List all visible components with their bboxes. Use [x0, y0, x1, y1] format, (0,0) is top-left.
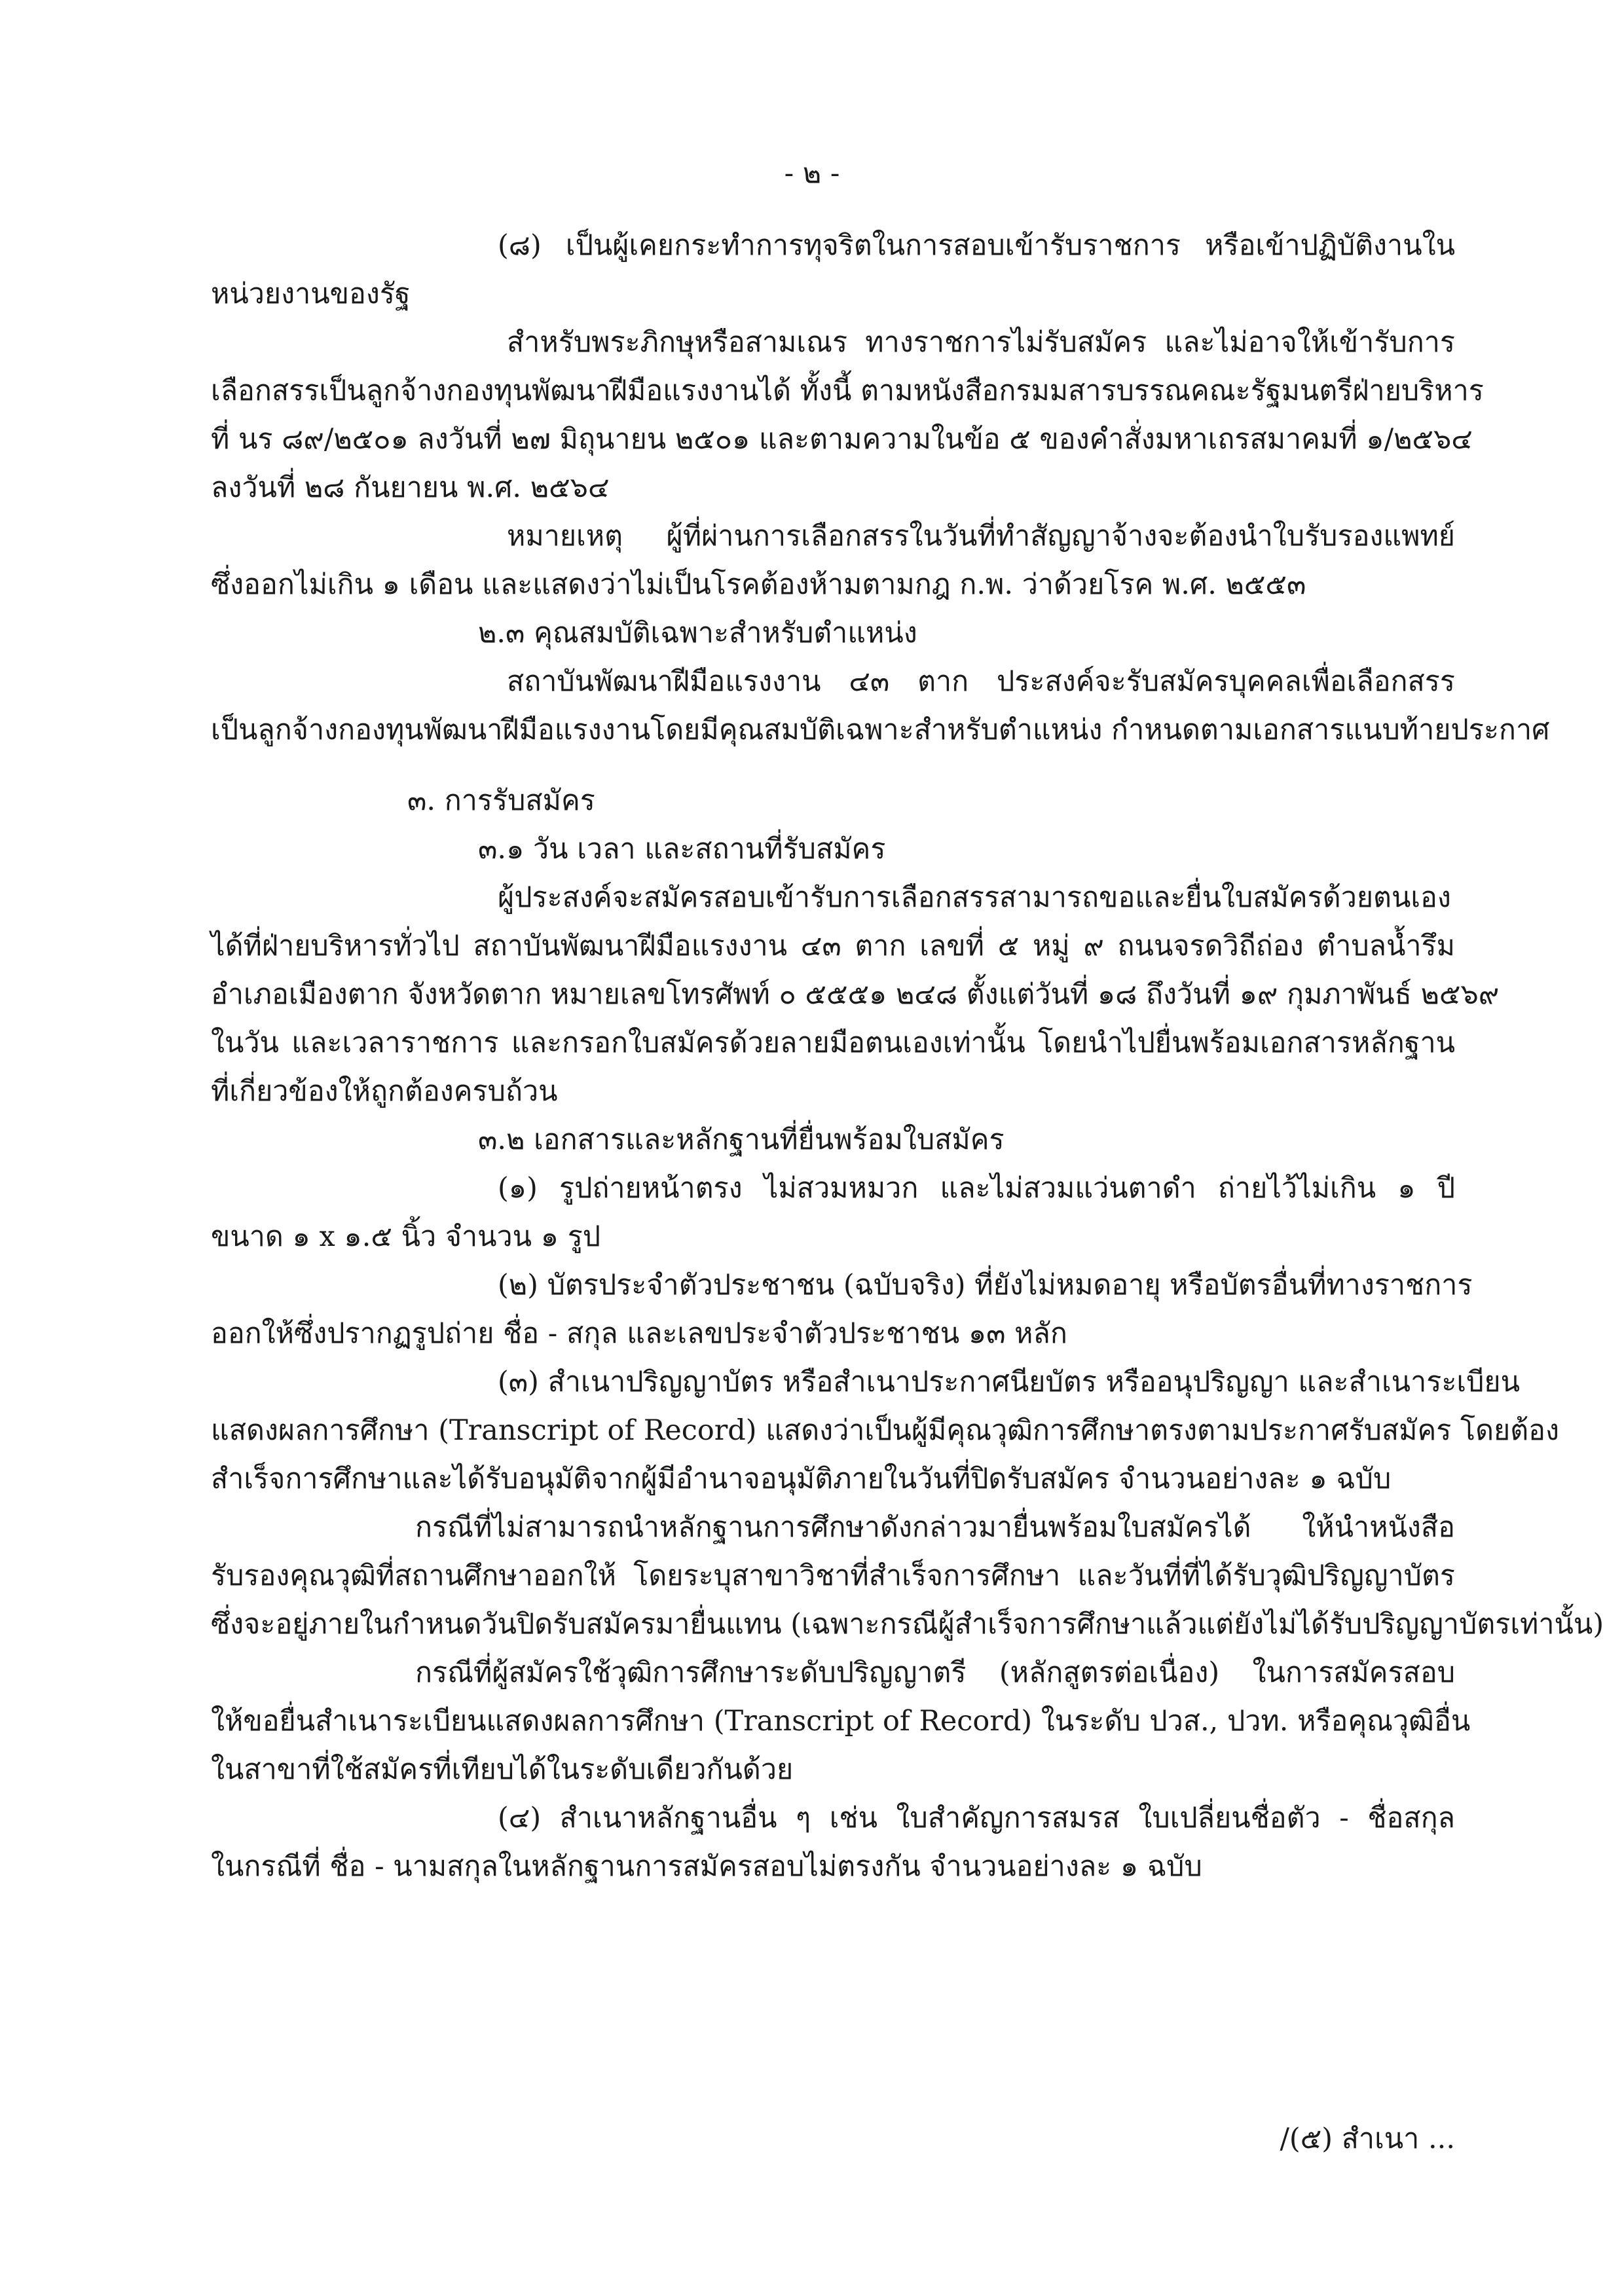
text-line: รับรองคุณวุฒิที่สถานศึกษาออกให้ โดยระบุสาขาวิชาที่สำเร็จการศึกษา และวันที่ที่ได้รับวุฒิปริญญาบัตร: [211, 1559, 1455, 1592]
text-line: ได้ที่ฝ่ายบริหารทั่วไป สถาบันพัฒนาฝีมือแรงงาน ๔๓ ตาก เลขที่ ๕ หมู่ ๙ ถนนจรดวิถีถ่อง ตำบลน้ำรึม: [211, 930, 1455, 962]
text-line: (๘) เป็นผู้เคยกระทำการทุจริตในการสอบเข้ารับราชการ หรือเข้าปฏิบัติงานใน: [498, 229, 1455, 262]
text-line: ขนาด ๑ x ๑.๕ นิ้ว จำนวน ๑ รูป: [211, 1220, 601, 1253]
page-number: - ๒ -: [784, 157, 840, 190]
section-heading: ๓.๑ วัน เวลา และสถานที่รับสมัคร: [478, 833, 886, 866]
text-line: ที่ นร ๘๙/๒๕๐๑ ลงวันที่ ๒๗ มิถุนายน ๒๕๐๑ และตามความในข้อ ๕ ของคำสั่งมหาเถรสมาคมที่ ๑/๒๕๖๔: [211, 423, 1473, 456]
section-heading: ๓. การรับสมัคร: [407, 784, 595, 817]
text-line: กรณีที่ผู้สมัครใช้วุฒิการศึกษาระดับปริญญาตรี (หลักสูตรต่อเนื่อง) ในการสมัครสอบ: [415, 1656, 1455, 1689]
text-line: ให้ขอยื่นสำเนาระเบียนแสดงผลการศึกษา (Transcript of Record) ในระดับ ปวส., ปวท. หรือคุณวุฒิอื่น: [211, 1705, 1471, 1738]
text-line: ผู้ประสงค์จะสมัครสอบเข้ารับการเลือกสรรสามารถขอและยื่นใบสมัครด้วยตนเอง: [498, 881, 1451, 914]
text-line: ลงวันที่ ๒๘ กันยายน พ.ศ. ๒๕๖๔: [211, 471, 610, 504]
text-line: สำหรับพระภิกษุหรือสามเณร ทางราชการไม่รับสมัคร และไม่อาจให้เข้ารับการ: [507, 326, 1455, 359]
text-line: สำเร็จการศึกษาและได้รับอนุมัติจากผู้มีอำนาจอนุมัติภายในวันที่ปิดรับสมัคร จำนวนอย่างละ ๑ ฉบับ: [211, 1463, 1392, 1495]
section-heading: ๒.๓ คุณสมบัติเฉพาะสำหรับตำแหน่ง: [478, 617, 917, 649]
text-line: หมายเหตุ ผู้ที่ผ่านการเลือกสรรในวันที่ทำสัญญาจ้างจะต้องนำใบรับรองแพทย์: [507, 520, 1455, 553]
text-line: เป็นลูกจ้างกองทุนพัฒนาฝีมือแรงงานโดยมีคุณสมบัติเฉพาะสำหรับตำแหน่ง กำหนดตามเอกสารแนบท้ายประกาศ: [211, 714, 1550, 746]
text-line: กรณีที่ไม่สามารถนำหลักฐานการศึกษาดังกล่าวมายื่นพร้อมใบสมัครได้ ให้นำหนังสือ: [415, 1511, 1455, 1544]
text-line: ในกรณีที่ ชื่อ - นามสกุลในหลักฐานการสมัครสอบไม่ตรงกัน จำนวนอย่างละ ๑ ฉบับ: [211, 1850, 1202, 1883]
text-line: ในสาขาที่ใช้สมัครที่เทียบได้ในระดับเดียวกันด้วย: [211, 1753, 794, 1786]
text-line: ซึ่งจะอยู่ภายในกำหนดวันปิดรับสมัครมายื่นแทน (เฉพาะกรณีผู้สำเร็จการศึกษาแล้วแต่ยังไม่ได้รับปริญญาบัตรเท่านั้น): [211, 1608, 1604, 1641]
text-line: (๔) สำเนาหลักฐานอื่น ๆ เช่น ใบสำคัญการสมรส ใบเปลี่ยนชื่อตัว - ชื่อสกุล: [498, 1802, 1455, 1834]
text-line: ออกให้ซึ่งปรากฏรูปถ่าย ชื่อ - สกุล และเลขประจำตัวประชาชน ๑๓ หลัก: [211, 1317, 1067, 1350]
text-line: แสดงผลการศึกษา (Transcript of Record) แสดงว่าเป็นผู้มีคุณวุฒิการศึกษาตรงตามประกาศรับสมัคร โดยต้อง: [211, 1414, 1559, 1447]
text-line: อำเภอเมืองตาก จังหวัดตาก หมายเลขโทรศัพท์ ๐ ๕๕๕๑ ๒๔๘ ตั้งแต่วันที่ ๑๘ ถึงวันที่ ๑๙ กุมภาพันธ์ ๒๕๖๙: [211, 978, 1500, 1011]
text-line: (๑) รูปถ่ายหน้าตรง ไม่สวมหมวก และไม่สวมแว่นตาดำ ถ่ายไว้ไม่เกิน ๑ ปี: [498, 1172, 1455, 1205]
text-line: ที่เกี่ยวข้องให้ถูกต้องครบถ้วน: [211, 1075, 558, 1108]
text-line: ซึ่งออกไม่เกิน ๑ เดือน และแสดงว่าไม่เป็นโรคต้องห้ามตามกฎ ก.พ. ว่าด้วยโรค พ.ศ. ๒๕๕๓: [211, 568, 1306, 601]
continuation-marker: /(๕) สำเนา ...: [1280, 2123, 1455, 2155]
document-body: [211, 221, 1604, 1891]
text-line: เลือกสรรเป็นลูกจ้างกองทุนพัฒนาฝีมือแรงงานได้ ทั้งนี้ ตามหนังสือกรมมสารบรรณคณะรัฐมนตรีฝ่ายบริหาร: [211, 374, 1484, 407]
section-heading: ๓.๒ เอกสารและหลักฐานที่ยื่นพร้อมใบสมัคร: [478, 1123, 1005, 1156]
text-line: ในวัน และเวลาราชการ และกรอกใบสมัครด้วยลายมือตนเองเท่านั้น โดยนำไปยื่นพร้อมเอกสารหลักฐาน: [211, 1027, 1455, 1059]
text-line: หน่วยงานของรัฐ: [211, 278, 411, 310]
text-line: (๒) บัตรประจำตัวประชาชน (ฉบับจริง) ที่ยังไม่หมดอายุ หรือบัตรอื่นที่ทางราชการ: [498, 1269, 1473, 1302]
text-line: สถาบันพัฒนาฝีมือแรงงาน ๔๓ ตาก ประสงค์จะรับสมัครบุคคลเพื่อเลือกสรร: [507, 665, 1455, 698]
text-line: (๓) สำเนาปริญญาบัตร หรือสำเนาประกาศนียบัตร หรืออนุปริญญา และสำเนาระเบียน: [498, 1366, 1520, 1398]
